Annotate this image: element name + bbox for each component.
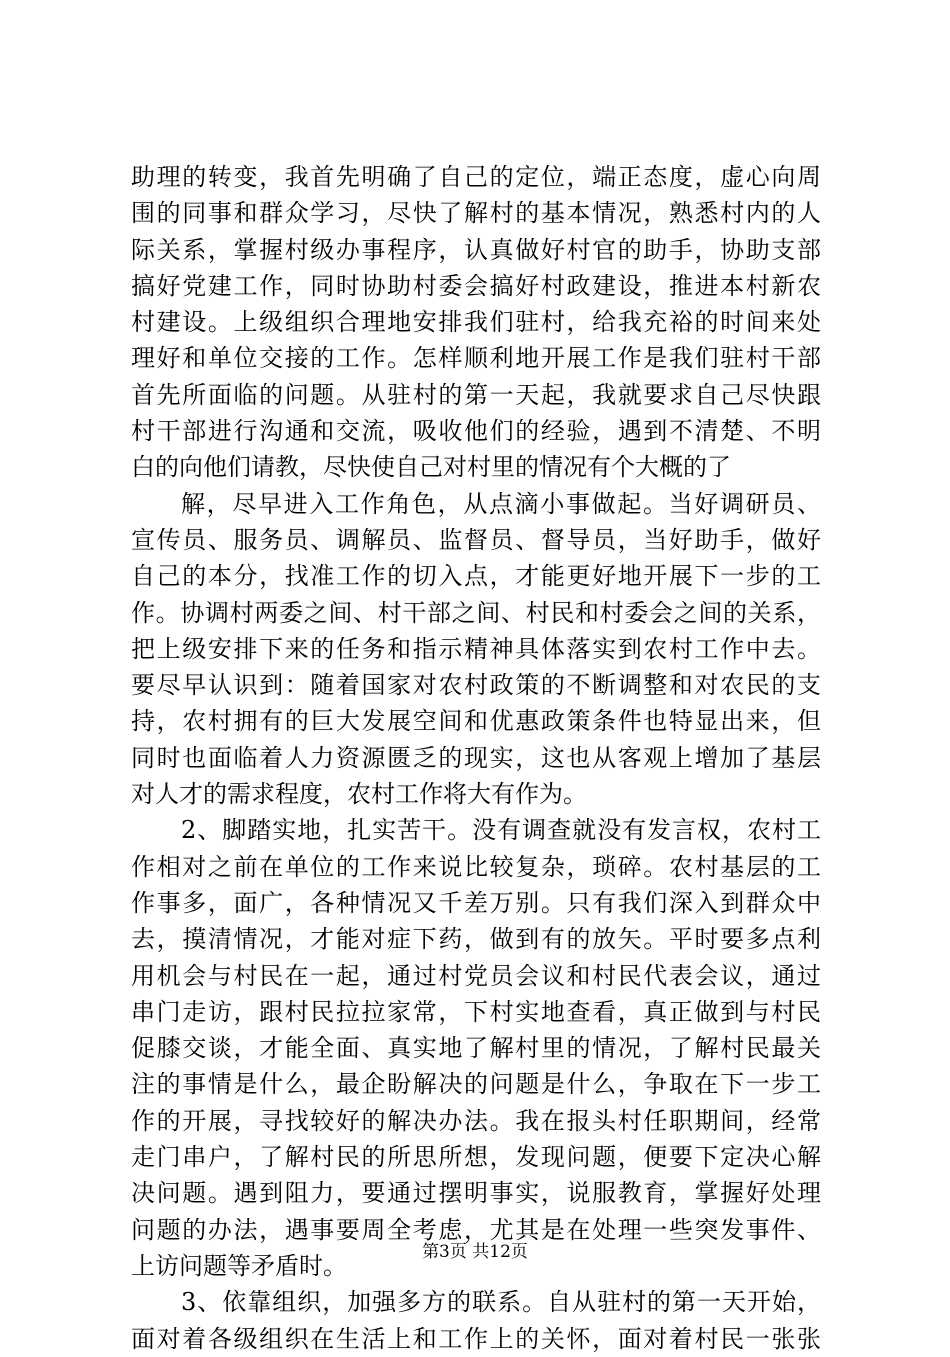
text-line: 对人才的需求程度，农村工作将大有作为。 [131,780,587,809]
text-line: 持，农村拥有的巨大发展空间和优惠政策条件也特显出来，但 [131,707,821,736]
text-line: 作相对之前在单位的工作来说比较复杂，琐碎。农村基层的工 [131,852,821,881]
text-line: 同时也面临着人力资源匮乏的现实，这也从客观上增加了基层 [131,743,821,772]
text-line: 作事多，面广，各种情况又千差万别。只有我们深入到群众中 [131,888,821,917]
text-line: 解，尽早进入工作角色，从点滴小事做起。当好调研员、 [181,489,821,518]
text-line: 2、脚踏实地，扎实苦干。没有调查就没有发言权，农村工 [181,816,821,845]
text-line: 要尽早认识到：随着国家对农村政策的不断调整和对农民的支 [131,671,821,700]
text-line: 村干部进行沟通和交流，吸收他们的经验，遇到不清楚、不明 [131,417,821,446]
text-line: 用机会与村民在一起，通过村党员会议和村民代表会议，通过 [131,961,821,990]
text-line: 决问题。遇到阻力，要通过摆明事实，说服教育，掌握好处理 [131,1179,821,1208]
page-footer: 第3页 共12页 [422,1242,528,1262]
text-line: 注的事情是什么，最企盼解决的问题是什么，争取在下一步工 [131,1070,821,1099]
text-line: 自己的本分，找准工作的切入点，才能更好地开展下一步的工 [131,562,821,591]
text-line: 串门走访，跟村民拉拉家常，下村实地查看，真正做到与村民 [131,997,821,1026]
body-text [131,159,821,1357]
text-line: 村建设。上级组织合理地安排我们驻村，给我充裕的时间来处 [131,308,821,337]
text-line: 首先所面临的问题。从驻村的第一天起，我就要求自己尽快跟 [131,380,821,409]
text-line: 上访问题等矛盾时。 [131,1251,347,1280]
text-line: 理好和单位交接的工作。怎样顺利地开展工作是我们驻村干部 [131,344,821,373]
text-line: 3、依靠组织，加强多方的联系。自从驻村的第一天开始， [181,1288,821,1317]
text-line: 助理的转变，我首先明确了自己的定位，端正态度，虚心向周 [131,163,821,191]
text-line: 去，摸清情况，才能对症下药，做到有的放矢。平时要多点利 [131,925,821,954]
text-line: 作的开展，寻找较好的解决办法。我在报头村任职期间，经常 [131,1106,821,1135]
text-line: 白的向他们请教，尽快使自己对村里的情况有个大概的了 [131,453,731,482]
text-line: 把上级安排下来的任务和指示精神具体落实到农村工作中去。 [131,634,821,663]
text-line: 搞好党建工作，同时协助村委会搞好村政建设，推进本村新农 [131,271,821,300]
text-line: 面对着各级组织在生活上和工作上的关怀，面对着村民一张张 [131,1324,821,1353]
text-line: 作。协调村两委之间、村干部之间、村民和村委会之间的关系， [131,598,821,627]
text-line: 问题的办法，遇事要周全考虑，尤其是在处理一些突发事件、 [131,1215,821,1244]
text-line: 际关系，掌握村级办事程序，认真做好村官的助手，协助支部 [131,235,821,264]
text-line: 促膝交谈，才能全面、真实地了解村里的情况，了解村民最关 [131,1034,821,1063]
text-line: 围的同事和群众学习，尽快了解村的基本情况，熟悉村内的人 [131,199,821,228]
text-line: 宣传员、服务员、调解员、监督员、督导员，当好助手，做好 [131,525,821,554]
text-line: 走门串户，了解村民的所思所想，发现问题，便要下定决心解 [131,1143,821,1172]
